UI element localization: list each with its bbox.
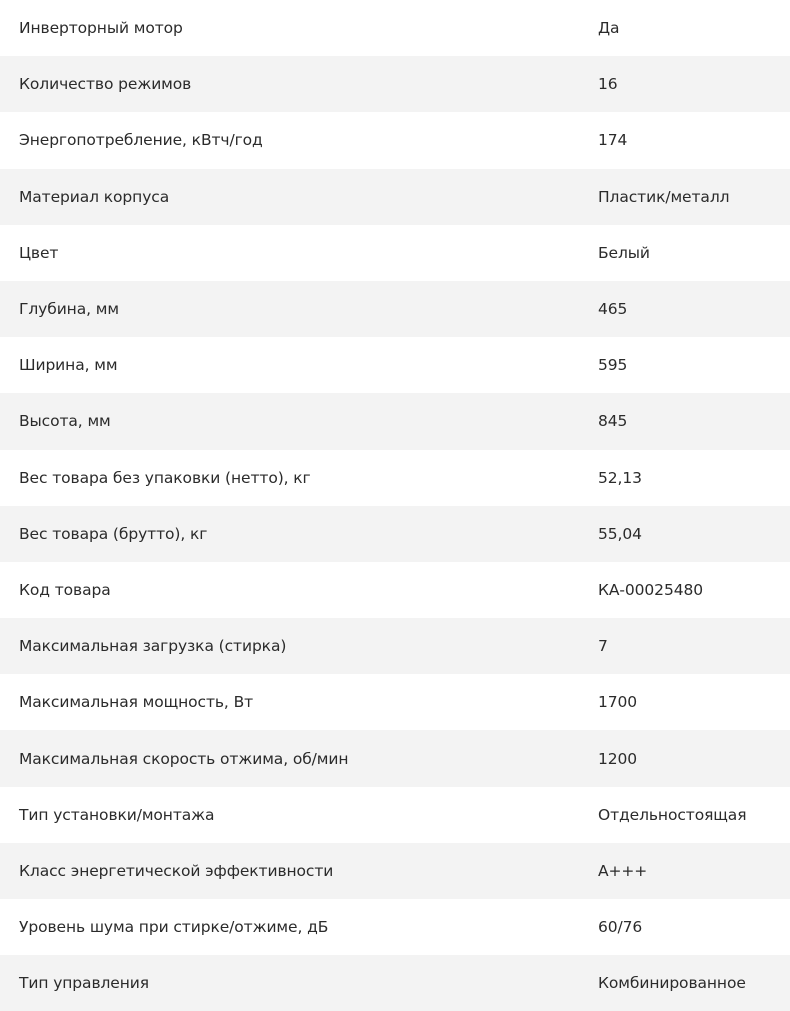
spec-value: Пластик/металл — [598, 187, 730, 206]
spec-value: 16 — [598, 75, 618, 94]
spec-name: Материал корпуса — [19, 187, 170, 206]
spec-name: Тип установки/монтажа — [19, 805, 215, 824]
spec-value: 465 — [598, 300, 628, 319]
spec-name: Высота, мм — [19, 412, 111, 431]
spec-row — [0, 674, 790, 730]
spec-name: Вес товара без упаковки (нетто), кг — [19, 468, 311, 487]
spec-name: Глубина, мм — [19, 300, 119, 319]
spec-value: Отдельностоящая — [598, 805, 747, 824]
spec-value: 174 — [598, 131, 628, 150]
spec-row — [0, 0, 790, 56]
spec-name: Максимальная загрузка (стирка) — [19, 637, 287, 656]
spec-row — [0, 955, 790, 1011]
spec-name: Тип управления — [19, 974, 149, 993]
spec-value: 1200 — [598, 749, 638, 768]
spec-name: Максимальная мощность, Вт — [19, 693, 254, 712]
spec-name: Ширина, мм — [19, 356, 118, 375]
spec-name: Уровень шума при стирке/отжиме, дБ — [19, 918, 329, 937]
spec-name: Вес товара (брутто), кг — [19, 524, 208, 543]
spec-name: Инверторный мотор — [19, 19, 183, 38]
spec-row — [0, 562, 790, 618]
spec-row — [0, 281, 790, 337]
spec-row — [0, 843, 790, 899]
spec-row — [0, 225, 790, 281]
spec-name: Максимальная скорость отжима, об/мин — [19, 749, 349, 768]
spec-value: 55,04 — [598, 524, 642, 543]
spec-value: Комбинированное — [598, 974, 746, 993]
spec-value: 1700 — [598, 693, 638, 712]
spec-value: 60/76 — [598, 918, 643, 937]
spec-name: Энергопотребление, кВтч/год — [19, 131, 263, 150]
spec-row — [0, 730, 790, 786]
spec-row — [0, 787, 790, 843]
spec-name: Класс энергетической эффективности — [19, 861, 334, 880]
spec-value: КА-00025480 — [598, 580, 703, 599]
spec-value: 595 — [598, 356, 628, 375]
spec-row — [0, 337, 790, 393]
spec-value: А+++ — [598, 861, 648, 880]
spec-row — [0, 899, 790, 955]
spec-row — [0, 618, 790, 674]
spec-row — [0, 506, 790, 562]
spec-name: Количество режимов — [19, 75, 192, 94]
spec-value: 7 — [598, 637, 608, 656]
spec-row — [0, 169, 790, 225]
spec-row — [0, 112, 790, 168]
spec-row — [0, 450, 790, 506]
spec-name: Код товара — [19, 580, 111, 599]
spec-row — [0, 56, 790, 112]
spec-value: Да — [598, 19, 620, 38]
spec-value: 52,13 — [598, 468, 642, 487]
spec-name: Цвет — [19, 243, 59, 262]
spec-value: 845 — [598, 412, 628, 431]
spec-row — [0, 393, 790, 449]
spec-value: Белый — [598, 243, 650, 262]
